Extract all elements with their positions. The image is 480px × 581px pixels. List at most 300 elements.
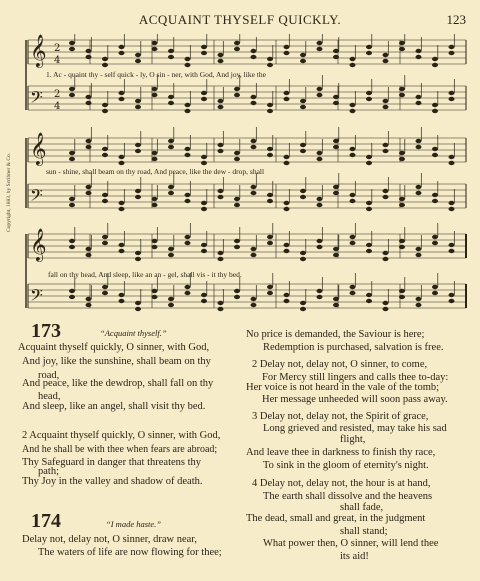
note-head <box>152 93 158 97</box>
hymn-174-number: 174 <box>31 510 61 532</box>
note-head <box>135 301 141 305</box>
note-head <box>284 243 290 247</box>
note-head <box>383 149 389 153</box>
music-glyph: 𝄢 <box>30 87 43 111</box>
note-head <box>135 53 141 57</box>
note-head <box>201 161 207 165</box>
note-head <box>86 297 92 301</box>
note-head <box>234 295 240 299</box>
note-head <box>284 293 290 297</box>
verse-line: No price is demanded, the Saviour is here; <box>246 329 425 340</box>
note-head <box>185 63 191 67</box>
note-head <box>102 285 108 289</box>
note-head <box>383 189 389 193</box>
verse-line: road, <box>38 370 60 381</box>
note-head <box>317 87 323 91</box>
note-head <box>284 207 290 211</box>
note-head <box>317 239 323 243</box>
note-head <box>69 289 75 293</box>
music-glyph: 4 <box>54 55 61 66</box>
note-head <box>102 235 108 239</box>
note-head <box>168 297 174 301</box>
verse-line: Acquaint thyself quickly, O sinner, with God, <box>18 342 210 353</box>
note-head <box>152 87 158 91</box>
note-head <box>399 197 405 201</box>
lyrics-line-1: 1. Ac - quaint thy - self quick - ly, O sin - ner, with God, And joy, like the <box>46 70 266 79</box>
note-head <box>135 99 141 103</box>
note-head <box>152 289 158 293</box>
note-head <box>168 191 174 195</box>
note-head <box>119 201 125 205</box>
note-head <box>251 139 257 143</box>
note-head <box>102 199 108 203</box>
note-head <box>284 201 290 205</box>
note-head <box>185 291 191 295</box>
note-head <box>449 243 455 247</box>
note-head <box>333 55 339 59</box>
note-head <box>152 47 158 51</box>
note-head <box>185 241 191 245</box>
note-head <box>300 195 306 199</box>
note-head <box>185 57 191 61</box>
note-head <box>383 59 389 63</box>
note-head <box>317 197 323 201</box>
note-head <box>416 55 422 59</box>
note-head <box>135 59 141 63</box>
note-head <box>317 151 323 155</box>
note-head <box>449 51 455 55</box>
note-head <box>86 139 92 143</box>
note-head <box>333 185 339 189</box>
note-head <box>366 45 372 49</box>
note-head <box>383 301 389 305</box>
verse-line: Delay not, delay not, O sinner, draw near, <box>22 534 197 545</box>
note-head <box>119 299 125 303</box>
note-head <box>416 191 422 195</box>
note-head <box>399 239 405 243</box>
verse-line: path; <box>38 466 59 477</box>
verse-line: And sleep, like an angel, shall visit thy bed. <box>22 401 206 412</box>
note-head <box>234 151 240 155</box>
verse-line: The dead, small and great, in the judgment <box>246 513 426 524</box>
note-head <box>168 55 174 59</box>
note-head <box>251 55 257 59</box>
verse-line: flight, <box>340 434 366 445</box>
note-head <box>218 149 224 153</box>
copyright-note: Copyright, 1883, by Scribner & Co. <box>6 152 12 232</box>
note-head <box>218 59 224 63</box>
note-head <box>284 97 290 101</box>
note-head <box>449 161 455 165</box>
note-head <box>69 151 75 155</box>
note-head <box>333 303 339 307</box>
note-head <box>383 307 389 311</box>
note-head <box>432 285 438 289</box>
note-head <box>267 57 273 61</box>
note-head <box>284 91 290 95</box>
note-head <box>399 289 405 293</box>
note-head <box>69 93 75 97</box>
note-head <box>69 245 75 249</box>
note-head <box>432 63 438 67</box>
note-head <box>251 303 257 307</box>
note-head <box>350 199 356 203</box>
note-head <box>185 285 191 289</box>
note-head <box>86 49 92 53</box>
note-head <box>366 207 372 211</box>
note-head <box>135 251 141 255</box>
note-head <box>185 193 191 197</box>
note-head <box>399 93 405 97</box>
note-head <box>432 291 438 295</box>
note-head <box>317 245 323 249</box>
note-head <box>432 241 438 245</box>
note-head <box>317 289 323 293</box>
note-head <box>350 103 356 107</box>
note-head <box>366 249 372 253</box>
note-head <box>251 145 257 149</box>
note-head <box>350 291 356 295</box>
note-head <box>350 57 356 61</box>
verse-line: Thy Joy in the valley and shadow of death. <box>22 476 203 487</box>
note-head <box>399 157 405 161</box>
music-glyph: 𝄞 <box>30 228 47 261</box>
note-head <box>350 285 356 289</box>
note-head <box>168 139 174 143</box>
note-head <box>218 99 224 103</box>
note-head <box>300 53 306 57</box>
note-head <box>350 147 356 151</box>
note-head <box>317 203 323 207</box>
note-head <box>86 101 92 105</box>
note-head <box>201 155 207 159</box>
note-head <box>69 87 75 91</box>
lyrics-line-2: sun - shine, shall beam on thy road, And peace, like the dew - drop, shall <box>46 167 265 176</box>
note-head <box>284 299 290 303</box>
verse-line: What power then, O sinner, will lend thee <box>263 538 439 549</box>
note-head <box>152 295 158 299</box>
note-head <box>267 193 273 197</box>
note-head <box>218 307 224 311</box>
note-head <box>317 93 323 97</box>
verse-line: Her voice is not heard in the vale of the tomb; <box>246 382 440 393</box>
note-head <box>251 247 257 251</box>
note-head <box>69 295 75 299</box>
note-head <box>152 151 158 155</box>
music-glyph: 4 <box>54 101 61 112</box>
note-head <box>399 87 405 91</box>
note-head <box>69 41 75 45</box>
note-head <box>383 257 389 261</box>
note-head <box>449 293 455 297</box>
note-head <box>218 257 224 261</box>
note-head <box>86 247 92 251</box>
note-head <box>333 145 339 149</box>
note-head <box>86 253 92 257</box>
music-glyph: 𝄞 <box>30 132 47 165</box>
verse-line: 2 Delay not, delay not, O sinner, to come, <box>252 359 428 370</box>
verse-line: Long grieved and resisted, may take his sad <box>263 423 447 434</box>
note-head <box>201 45 207 49</box>
note-head <box>333 191 339 195</box>
note-head <box>267 285 273 289</box>
note-head <box>317 47 323 51</box>
note-head <box>69 47 75 51</box>
note-head <box>432 193 438 197</box>
note-head <box>267 147 273 151</box>
note-head <box>218 189 224 193</box>
note-head <box>416 185 422 189</box>
note-head <box>168 303 174 307</box>
verse-line: Redemption is purchased, salvation is free. <box>263 342 444 353</box>
note-head <box>86 191 92 195</box>
verse-line: head, <box>38 391 61 402</box>
note-head <box>201 293 207 297</box>
note-head <box>383 105 389 109</box>
note-head <box>333 297 339 301</box>
note-head <box>399 47 405 51</box>
note-head <box>383 195 389 199</box>
note-head <box>119 97 125 101</box>
note-head <box>284 161 290 165</box>
note-head <box>333 101 339 105</box>
verse-line: And leave thee in darkness to finish thy race, <box>246 447 436 458</box>
note-head <box>284 249 290 253</box>
hymn-173-number: 173 <box>31 320 61 342</box>
note-head <box>119 91 125 95</box>
note-head <box>449 45 455 49</box>
note-head <box>185 153 191 157</box>
note-head <box>102 193 108 197</box>
note-head <box>416 145 422 149</box>
note-head <box>102 103 108 107</box>
note-head <box>267 235 273 239</box>
note-head <box>251 95 257 99</box>
note-head <box>185 199 191 203</box>
note-head <box>102 153 108 157</box>
note-head <box>300 307 306 311</box>
note-head <box>119 207 125 211</box>
note-head <box>416 139 422 143</box>
note-head <box>218 143 224 147</box>
note-head <box>300 149 306 153</box>
music-glyph: 2 <box>54 43 61 54</box>
verse-line: The waters of life are now flowing for thee; <box>38 547 222 558</box>
note-head <box>201 249 207 253</box>
note-head <box>135 189 141 193</box>
verse-line: And he shall be with thee when fears are abroad; <box>22 444 218 455</box>
note-head <box>333 253 339 257</box>
note-head <box>449 207 455 211</box>
note-head <box>135 307 141 311</box>
music-glyph: 𝄢 <box>30 285 43 309</box>
note-head <box>218 301 224 305</box>
note-head <box>333 139 339 143</box>
note-head <box>152 197 158 201</box>
note-head <box>86 145 92 149</box>
note-head <box>69 203 75 207</box>
verse-line: Her message unheeded will soon pass away. <box>262 394 448 405</box>
note-head <box>399 203 405 207</box>
note-head <box>449 249 455 253</box>
note-head <box>251 49 257 53</box>
note-head <box>449 201 455 205</box>
note-head <box>119 161 125 165</box>
note-head <box>234 203 240 207</box>
note-head <box>366 161 372 165</box>
note-head <box>135 105 141 109</box>
verse-line: And joy, like the sunshine, shall beam on thy <box>22 356 211 367</box>
hymn-174-source: “I made haste.” <box>106 519 162 529</box>
note-head <box>333 95 339 99</box>
note-head <box>234 87 240 91</box>
note-head <box>234 245 240 249</box>
note-head <box>350 193 356 197</box>
note-head <box>432 235 438 239</box>
note-head <box>383 99 389 103</box>
note-head <box>119 155 125 159</box>
note-head <box>251 185 257 189</box>
verse-line: 2 Acquaint thyself quickly, O sinner, with God, <box>22 430 221 441</box>
note-head <box>383 251 389 255</box>
note-head <box>449 97 455 101</box>
running-title: ACQUAINT THYSELF QUICKLY. <box>138 12 342 27</box>
note-head <box>152 41 158 45</box>
note-head <box>201 91 207 95</box>
note-head <box>86 303 92 307</box>
note-head <box>234 157 240 161</box>
note-head <box>119 249 125 253</box>
note-head <box>119 293 125 297</box>
note-head <box>449 91 455 95</box>
note-head <box>218 105 224 109</box>
note-head <box>201 299 207 303</box>
note-head <box>317 41 323 45</box>
note-head <box>168 185 174 189</box>
note-head <box>218 195 224 199</box>
note-head <box>350 241 356 245</box>
verse-line: To sink in the gloom of eternity's night. <box>263 460 429 471</box>
note-head <box>300 301 306 305</box>
note-head <box>350 63 356 67</box>
note-head <box>152 157 158 161</box>
note-head <box>366 155 372 159</box>
note-head <box>102 63 108 67</box>
verse-line: 3 Delay not, delay not, the Spirit of grace, <box>252 411 429 422</box>
note-head <box>432 199 438 203</box>
note-head <box>185 235 191 239</box>
note-head <box>366 293 372 297</box>
note-head <box>366 299 372 303</box>
note-head <box>69 239 75 243</box>
note-head <box>416 303 422 307</box>
note-head <box>234 47 240 51</box>
note-head <box>135 195 141 199</box>
note-head <box>135 257 141 261</box>
note-head <box>86 55 92 59</box>
note-head <box>333 247 339 251</box>
note-head <box>300 105 306 109</box>
note-head <box>119 51 125 55</box>
music-glyph: 𝄢 <box>30 185 43 209</box>
note-head <box>251 297 257 301</box>
verse-line: shall stand; <box>340 526 388 537</box>
note-head <box>432 109 438 113</box>
note-head <box>102 241 108 245</box>
note-head <box>416 101 422 105</box>
note-head <box>399 295 405 299</box>
note-head <box>102 109 108 113</box>
note-head <box>284 45 290 49</box>
note-head <box>267 63 273 67</box>
note-head <box>317 157 323 161</box>
verse-line: shall fade, <box>340 502 384 513</box>
note-head <box>432 57 438 61</box>
note-head <box>135 143 141 147</box>
note-head <box>218 251 224 255</box>
note-head <box>350 153 356 157</box>
music-glyph: 2 <box>54 89 61 100</box>
note-head <box>251 253 257 257</box>
note-head <box>152 203 158 207</box>
note-head <box>399 41 405 45</box>
note-head <box>168 95 174 99</box>
note-head <box>168 49 174 53</box>
verse-line: 4 Delay not, delay not, the hour is at hand, <box>252 478 431 489</box>
note-head <box>416 49 422 53</box>
page-number: 123 <box>446 12 466 27</box>
note-head <box>284 155 290 159</box>
note-head <box>300 251 306 255</box>
note-head <box>366 243 372 247</box>
note-head <box>234 93 240 97</box>
note-head <box>251 101 257 105</box>
note-head <box>350 109 356 113</box>
note-head <box>201 97 207 101</box>
verse-line: And peace, like the dewdrop, shall fall on thy <box>22 378 214 389</box>
note-head <box>399 151 405 155</box>
note-head <box>267 241 273 245</box>
note-head <box>449 299 455 303</box>
note-head <box>416 95 422 99</box>
note-head <box>168 247 174 251</box>
note-head <box>300 257 306 261</box>
note-head <box>366 97 372 101</box>
note-head <box>432 147 438 151</box>
note-head <box>383 143 389 147</box>
note-head <box>267 103 273 107</box>
note-head <box>416 297 422 301</box>
note-head <box>432 153 438 157</box>
lyrics-line-3: fall on thy head, And sleep, like an an - gel, shall vis - it thy bed. <box>48 270 242 279</box>
note-head <box>168 253 174 257</box>
note-head <box>267 291 273 295</box>
note-head <box>119 45 125 49</box>
note-head <box>218 53 224 57</box>
note-head <box>86 185 92 189</box>
note-head <box>366 201 372 205</box>
note-head <box>366 51 372 55</box>
note-head <box>317 295 323 299</box>
hymn-173-source: “Acquaint thyself.” <box>100 328 167 338</box>
note-head <box>267 153 273 157</box>
note-head <box>416 247 422 251</box>
note-head <box>416 253 422 257</box>
note-head <box>267 199 273 203</box>
note-head <box>251 191 257 195</box>
note-head <box>234 239 240 243</box>
note-head <box>69 197 75 201</box>
